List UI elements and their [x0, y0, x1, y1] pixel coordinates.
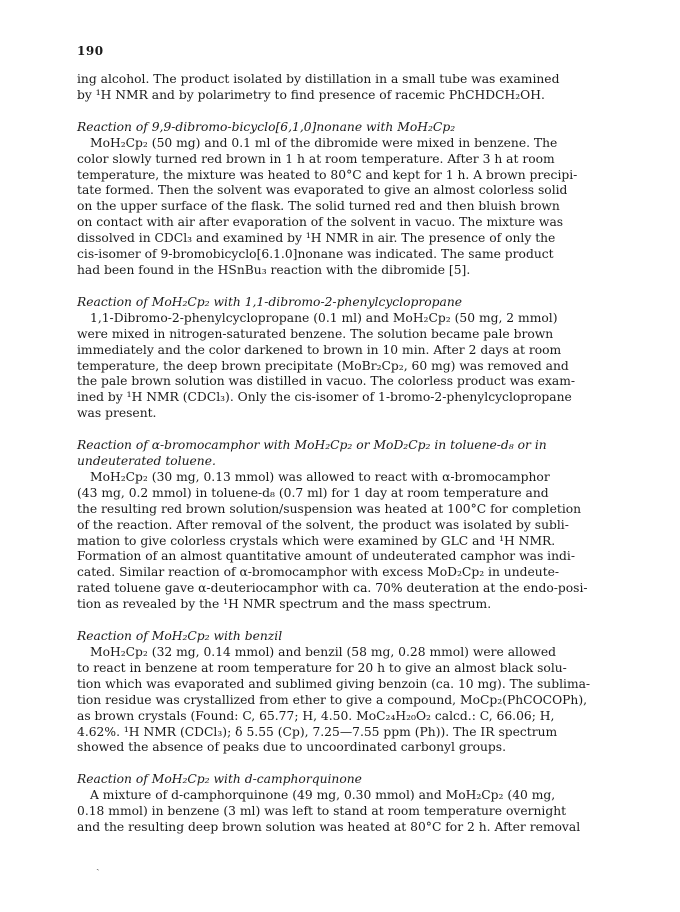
text-line: temperature, the deep brown precipitate (MoBr₂Cp₂, 60 mg) was removed and: [77, 358, 569, 373]
text-line: cated. Similar reaction of α-bromocamphor with excess MoD₂Cp₂ in undeute-: [77, 565, 560, 580]
paragraph-section: [77, 295, 605, 422]
paragraph-section: [77, 72, 605, 104]
paragraph-section: [77, 438, 605, 613]
text-line: showed the absence of peaks due to uncoordinated carbonyl groups.: [77, 740, 507, 755]
section-heading: undeuterated toluene.: [77, 454, 216, 469]
text-line: by ¹H NMR and by polarimetry to find presence of racemic PhCHDCH₂OH.: [77, 87, 545, 102]
text-line: 0.18 mmol) in benzene (3 ml) was left to stand at room temperature overnight: [77, 804, 567, 819]
text-line: 4.62%. ¹H NMR (CDCl₃); δ 5.55 (Cp), 7.25—7.55 ppm (Ph)). The IR spectrum: [77, 724, 558, 739]
text-line: on the upper surface of the flask. The solid turned red and then bluish brown: [77, 199, 560, 214]
paragraph-gap: [77, 756, 605, 772]
section-heading: Reaction of MoH₂Cp₂ with 1,1-dibromo-2-phenylcyclopropane: [77, 294, 463, 309]
text-line: color slowly turned red brown in 1 h at room temperature. After 3 h at room: [77, 151, 555, 166]
text-line: ined by ¹H NMR (CDCl₃). Only the cis-isomer of 1-bromo-2-phenylcyclopropane: [77, 390, 572, 405]
text-line: immediately and the color darkened to brown in 10 min. After 2 days at room: [77, 342, 562, 357]
paragraph-gap: [77, 422, 605, 438]
text-line: MoH₂Cp₂ (30 mg, 0.13 mmol) was allowed to react with α-bromocamphor: [90, 469, 550, 484]
paragraph-gap: [77, 613, 605, 629]
paragraph-gap: [77, 104, 605, 120]
body-text: [77, 72, 605, 836]
text-line: cis-isomer of 9-bromobicyclo[6.1.0]nonane was indicated. The same product: [77, 247, 554, 262]
text-line: was present.: [77, 406, 157, 421]
text-line: MoH₂Cp₂ (32 mg, 0.14 mmol) and benzil (58 mg, 0.28 mmol) were allowed: [90, 645, 556, 659]
text-line: tate formed. Then the solvent was evaporated to give an almost colorless solid: [77, 183, 568, 198]
text-line: 1,1-Dibromo-2-phenylcyclopropane (0.1 ml) and MoH₂Cp₂ (50 mg, 2 mmol): [90, 310, 558, 325]
text-line: dissolved in CDCl₃ and examined by ¹H NMR in air. The presence of only the: [77, 231, 556, 246]
text-line: the pale brown solution was distilled in vacuo. The colorless product was exam-: [77, 374, 576, 389]
text-line: rated toluene gave α-deuteriocamphor with ca. 70% deuteration at the endo-posi-: [77, 581, 588, 596]
section-heading: Reaction of α-bromocamphor with MoH₂Cp₂ or MoD₂Cp₂ in toluene-d₈ or in: [77, 438, 547, 453]
paragraph-gap: [77, 279, 605, 295]
text-line: and the resulting deep brown solution was heated at 80°C for 2 h. After removal: [77, 820, 581, 835]
stray-mark: ˏ: [96, 858, 100, 871]
text-line: tion which was evaporated and sublimed giving benzoin (ca. 10 mg). The sublima-: [77, 676, 591, 691]
text-line: as brown crystals (Found: C, 65.77; H, 4.50. MoC₂₄H₂₀O₂ calcd.: C, 66.06; H,: [77, 708, 555, 723]
text-line: (43 mg, 0.2 mmol) in toluene-d₈ (0.7 ml) for 1 day at room temperature and: [77, 485, 549, 500]
text-line: tion residue was crystallized from ether to give a compound, MoCp₂(PhCOCOPh),: [77, 692, 588, 707]
section-heading: Reaction of MoH₂Cp₂ with benzil: [77, 629, 283, 644]
text-line: were mixed in nitrogen-saturated benzene. The solution became pale brown: [77, 326, 554, 341]
text-line: to react in benzene at room temperature for 20 h to give an almost black solu-: [77, 660, 567, 675]
section-heading: Reaction of 9,9-dibromo-bicyclo[6,1,0]nonane with MoH₂Cp₂: [77, 119, 456, 134]
text-line: mation to give colorless crystals which were examined by GLC and ¹H NMR.: [77, 533, 556, 548]
text-line: had been found in the HSnBu₃ reaction with the dibromide [5].: [77, 262, 471, 277]
paragraph-section: [77, 629, 605, 756]
text-line: A mixture of d-camphorquinone (49 mg, 0.30 mmol) and MoH₂Cp₂ (40 mg,: [90, 788, 556, 803]
paragraph-section: [77, 772, 605, 836]
text-line: of the reaction. After removal of the solvent, the product was isolated by subli-: [77, 517, 569, 532]
page-number: 190: [77, 44, 104, 58]
text-line: on contact with air after evaporation of the solvent in vacuo. The mixture was: [77, 215, 564, 230]
text-line: MoH₂Cp₂ (50 mg) and 0.1 ml of the dibromide were mixed in benzene. The: [90, 135, 558, 150]
text-line: Formation of an almost quantitative amount of undeuterated camphor was indi-: [77, 549, 575, 564]
paragraph-section: [77, 120, 605, 279]
section-heading: Reaction of MoH₂Cp₂ with d-camphorquinone: [77, 772, 362, 787]
text-line: temperature, the mixture was heated to 80°C and kept for 1 h. A brown precipi-: [77, 167, 578, 182]
text-line: tion as revealed by the ¹H NMR spectrum and the mass spectrum.: [77, 597, 492, 612]
text-line: ing alcohol. The product isolated by distillation in a small tube was examined: [77, 72, 560, 86]
text-line: the resulting red brown solution/suspension was heated at 100°C for completion: [77, 501, 582, 516]
